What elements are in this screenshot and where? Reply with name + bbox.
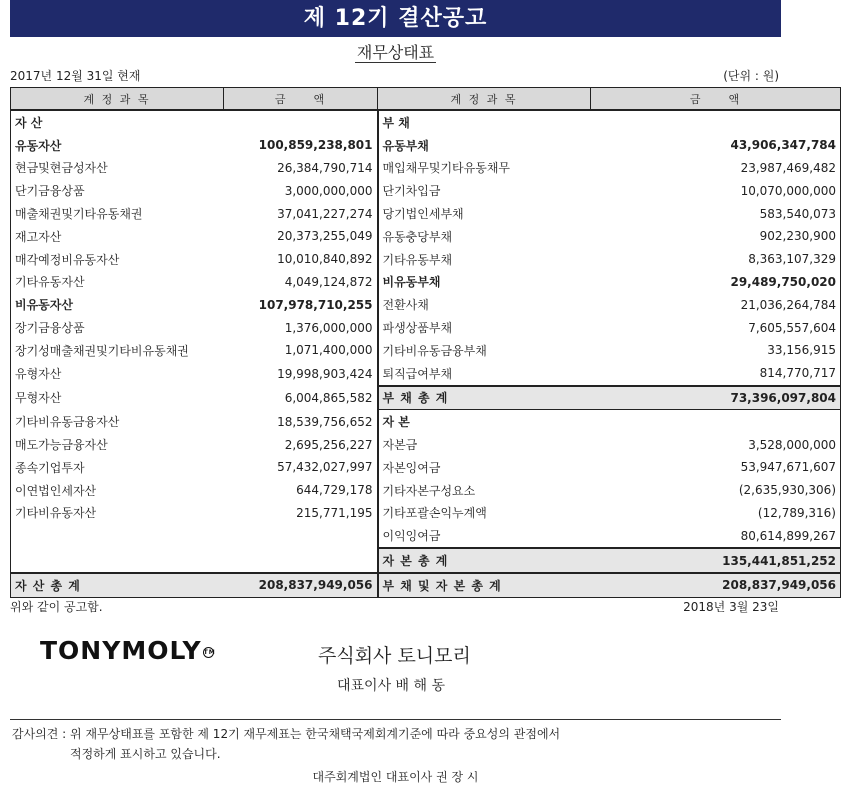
section-amount-empty — [224, 110, 378, 134]
line-item-amount: 4,049,124,872 — [224, 271, 378, 294]
line-item-label: 파생상품부채 — [382, 321, 453, 336]
audit-opinion-line2: 적정하게 표시하고 있습니다. — [70, 747, 221, 761]
auditor-signature: 대주회계법인 대표이사 권 장 시 — [312, 770, 479, 784]
line-item-amount: 20,373,255,049 — [224, 225, 378, 248]
line-item-label: 자본금 — [382, 438, 418, 453]
line-item-label: 매도가능금융자산 — [11, 433, 224, 456]
line-item-label: 기타비유동자산 — [11, 502, 224, 525]
line-item-amount: 1,376,000,000 — [224, 316, 378, 339]
line-item-amount: 6,004,865,582 — [224, 386, 378, 410]
footer-divider — [10, 719, 781, 720]
company-name: 주식회사 토니모리 — [318, 645, 471, 667]
line-item-amount: 3,000,000,000 — [224, 179, 378, 202]
table-row — [11, 202, 841, 225]
line-item-label: 기타자본구성요소 — [382, 483, 476, 498]
table-row — [11, 386, 841, 410]
table-row — [11, 293, 841, 316]
as-of-date: 2017년 12월 31일 현재 — [10, 69, 141, 83]
section-heading: 자 산 — [11, 110, 224, 134]
table-row — [11, 157, 841, 180]
line-item-label: 이익잉여금 — [382, 529, 441, 544]
group-label: 비유동부채 — [382, 275, 441, 290]
subtotal-label: 부 채 총 계 — [378, 386, 591, 410]
line-item-label: 현금및현금성자산 — [11, 157, 224, 180]
total-liabilities-equity-amount: 208,837,949,056 — [591, 573, 841, 597]
group-amount: 107,978,710,255 — [224, 293, 378, 316]
group-label: 유동부채 — [382, 138, 429, 153]
table-row — [11, 502, 841, 525]
section-heading: 자 본 — [382, 415, 410, 430]
line-item-amount: 21,036,264,784 — [591, 293, 841, 316]
section-heading: 부 채 — [378, 110, 591, 134]
group-amount: 29,489,750,020 — [591, 271, 841, 294]
total-assets-label: 자 산 총 계 — [11, 573, 224, 597]
line-item-amount: 215,771,195 — [224, 502, 378, 525]
group-amount: 43,906,347,784 — [591, 134, 841, 157]
empty-item-cell — [11, 524, 224, 548]
trademark-mark: TM — [203, 648, 216, 656]
line-item-amount: 902,230,900 — [591, 225, 841, 248]
table-row — [11, 362, 841, 386]
table-row — [11, 225, 841, 248]
line-item-label: 기타비유동금융부채 — [382, 343, 487, 358]
line-item-label: 퇴직급여부채 — [382, 366, 453, 381]
line-item-amount: 19,998,903,424 — [224, 362, 378, 386]
table-row — [11, 248, 841, 271]
line-item-label: 당기법인세부채 — [382, 207, 464, 222]
section-amount-empty — [591, 410, 841, 433]
line-item-label: 유형자산 — [11, 362, 224, 386]
statement-title — [0, 40, 791, 63]
line-item-amount: 814,770,717 — [591, 362, 841, 386]
line-item-label: 재고자산 — [11, 225, 224, 248]
unit-label: (단위 : 원) — [723, 69, 779, 83]
line-item-amount: 26,384,790,714 — [224, 157, 378, 180]
line-item-amount: 57,432,027,997 — [224, 456, 378, 479]
line-item-amount: 53,947,671,607 — [591, 456, 841, 479]
balance-sheet-table — [10, 87, 841, 598]
table-header-row — [11, 88, 841, 111]
line-item-amount: 1,071,400,000 — [224, 339, 378, 362]
table-row — [11, 134, 841, 157]
group-amount: 100,859,238,801 — [224, 134, 378, 157]
header-amount-right: 금 액 — [591, 88, 841, 111]
empty-item-cell — [11, 548, 224, 573]
table-row — [11, 433, 841, 456]
line-item-label: 기타비유동금융자산 — [11, 410, 224, 433]
total-liabilities-equity-label: 부 채 및 자 본 총 계 — [378, 573, 591, 597]
line-item-amount: 10,070,000,000 — [591, 179, 841, 202]
line-item-amount: 2,695,256,227 — [224, 433, 378, 456]
notice-date: 2018년 3월 23일 — [683, 600, 779, 614]
line-item-label: 매출채권및기타유동채권 — [11, 202, 224, 225]
line-item-amount: 7,605,557,604 — [591, 316, 841, 339]
header-amount-left: 금 액 — [224, 88, 378, 111]
section-amount-empty — [591, 110, 841, 134]
line-item-amount: 80,614,899,267 — [591, 524, 841, 548]
table-row — [11, 479, 841, 502]
line-item-amount: 583,540,073 — [591, 202, 841, 225]
line-item-amount: (12,789,316) — [591, 502, 841, 525]
table-row — [11, 110, 841, 134]
line-item-label: 전환사채 — [382, 298, 429, 313]
line-item-amount: 8,363,107,329 — [591, 248, 841, 271]
total-assets-amount: 208,837,949,056 — [224, 573, 378, 597]
line-item-amount: 23,987,469,482 — [591, 157, 841, 180]
line-item-label: 단기금융상품 — [11, 179, 224, 202]
grand-total-row — [11, 573, 841, 597]
table-row — [11, 524, 841, 548]
subtotal-amount: 135,441,851,252 — [591, 548, 841, 573]
line-item-label: 기타유동자산 — [11, 271, 224, 294]
line-item-label: 매입채무및기타유동채무 — [382, 161, 511, 176]
header-item-left: 계 정 과 목 — [11, 88, 224, 111]
line-item-label: 자본잉여금 — [382, 460, 441, 475]
logo-wordmark: TONYMOLY — [40, 636, 202, 665]
line-item-label: 이연법인세자산 — [11, 479, 224, 502]
line-item-amount: 33,156,915 — [591, 339, 841, 362]
statement-title-text: 재무상태표 — [356, 43, 435, 62]
audit-opinion-line1: 감사의견 : 위 재무상태표를 포함한 제 12기 재무제표는 한국채택국제회계기준에 따라 중요성의 관점에서 — [12, 727, 561, 741]
line-item-amount: 10,010,840,892 — [224, 248, 378, 271]
line-item-amount: 37,041,227,274 — [224, 202, 378, 225]
line-item-label: 장기금융상품 — [11, 316, 224, 339]
group-label: 유동자산 — [11, 134, 224, 157]
line-item-label: 기타포괄손익누계액 — [382, 506, 487, 521]
table-row — [11, 271, 841, 294]
header-item-right: 계 정 과 목 — [378, 88, 591, 111]
line-item-label: 단기차입금 — [382, 184, 441, 199]
line-item-label: 종속기업투자 — [11, 456, 224, 479]
line-item-label: 매각예정비유동자산 — [11, 248, 224, 271]
notice-text: 위와 같이 공고함. — [10, 600, 103, 614]
empty-amount-cell — [224, 548, 378, 573]
empty-amount-cell — [224, 524, 378, 548]
subtotal-label: 자 본 총 계 — [378, 548, 591, 573]
line-item-label: 무형자산 — [11, 386, 224, 410]
ceo-name: 대표이사 배 해 동 — [337, 678, 446, 694]
line-item-amount: (2,635,930,306) — [591, 479, 841, 502]
table-row — [11, 548, 841, 573]
table-row — [11, 179, 841, 202]
announcement-title: 제 12기 결산공고 — [10, 0, 781, 37]
line-item-amount: 18,539,756,652 — [224, 410, 378, 433]
subtotal-amount: 73,396,097,804 — [591, 386, 841, 410]
line-item-amount: 644,729,178 — [224, 479, 378, 502]
line-item-label: 유동충당부채 — [382, 229, 453, 244]
line-item-amount: 3,528,000,000 — [591, 433, 841, 456]
line-item-label: 장기성매출채권및기타비유동채권 — [11, 339, 224, 362]
table-row — [11, 339, 841, 362]
group-label: 비유동자산 — [11, 293, 224, 316]
line-item-label: 기타유동부채 — [382, 252, 453, 267]
tonymoly-logo — [40, 636, 214, 665]
table-row — [11, 456, 841, 479]
table-row — [11, 410, 841, 433]
table-row — [11, 316, 841, 339]
